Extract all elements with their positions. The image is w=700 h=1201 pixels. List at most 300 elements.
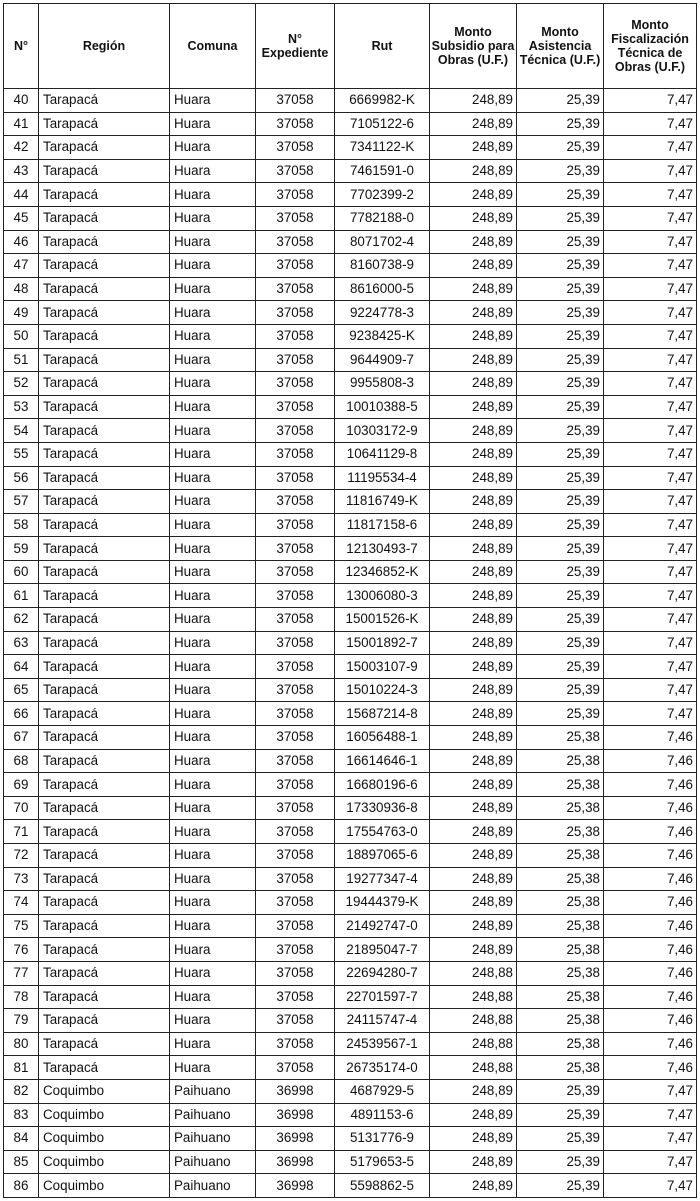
monto-subsidio-cell: 248,89 [430, 230, 517, 254]
row-number: 63 [4, 631, 39, 655]
comuna-cell: Huara [170, 560, 256, 584]
comuna-cell: Huara [170, 702, 256, 726]
rut-cell: 10641129-8 [335, 442, 430, 466]
monto-fiscalizacion-cell: 7,47 [604, 395, 697, 419]
expediente-cell: 37058 [256, 631, 335, 655]
table-row [4, 796, 697, 820]
monto-fiscalizacion-cell: 7,47 [604, 560, 697, 584]
expediente-cell: 37058 [256, 560, 335, 584]
region-cell: Tarapacá [39, 112, 170, 136]
comuna-cell: Huara [170, 678, 256, 702]
comuna-cell: Huara [170, 584, 256, 608]
comuna-cell: Paihuano [170, 1127, 256, 1151]
monto-asistencia-cell: 25,38 [517, 773, 604, 797]
row-number: 41 [4, 112, 39, 136]
rut-cell: 5179653-5 [335, 1150, 430, 1174]
expediente-cell: 37058 [256, 89, 335, 113]
region-cell: Tarapacá [39, 513, 170, 537]
expediente-cell: 36998 [256, 1127, 335, 1151]
monto-subsidio-cell: 248,88 [430, 985, 517, 1009]
comuna-cell: Paihuano [170, 1150, 256, 1174]
rut-cell: 13006080-3 [335, 584, 430, 608]
row-number: 82 [4, 1079, 39, 1103]
comuna-cell: Huara [170, 820, 256, 844]
rut-cell: 9955808-3 [335, 372, 430, 396]
monto-fiscalizacion-cell: 7,47 [604, 206, 697, 230]
monto-asistencia-cell: 25,38 [517, 985, 604, 1009]
region-cell: Tarapacá [39, 820, 170, 844]
monto-asistencia-cell: 25,39 [517, 395, 604, 419]
table-row [4, 608, 697, 632]
row-number: 54 [4, 419, 39, 443]
row-number: 81 [4, 1056, 39, 1080]
rut-cell: 17554763-0 [335, 820, 430, 844]
rut-cell: 11817158-6 [335, 513, 430, 537]
expediente-cell: 36998 [256, 1150, 335, 1174]
monto-subsidio-cell: 248,89 [430, 277, 517, 301]
row-number: 73 [4, 867, 39, 891]
expediente-cell: 37058 [256, 891, 335, 915]
monto-asistencia-cell: 25,39 [517, 1174, 604, 1198]
row-number: 44 [4, 183, 39, 207]
expediente-cell: 37058 [256, 1032, 335, 1056]
row-number: 61 [4, 584, 39, 608]
monto-fiscalizacion-cell: 7,47 [604, 372, 697, 396]
monto-subsidio-cell: 248,89 [430, 89, 517, 113]
beneficiaries-table [3, 3, 697, 1198]
comuna-cell: Huara [170, 749, 256, 773]
monto-fiscalizacion-cell: 7,46 [604, 1032, 697, 1056]
comuna-cell: Huara [170, 985, 256, 1009]
monto-asistencia-cell: 25,39 [517, 1150, 604, 1174]
monto-subsidio-cell: 248,89 [430, 442, 517, 466]
monto-asistencia-cell: 25,39 [517, 442, 604, 466]
region-cell: Tarapacá [39, 301, 170, 325]
comuna-cell: Paihuano [170, 1103, 256, 1127]
comuna-cell: Huara [170, 655, 256, 679]
monto-subsidio-cell: 248,89 [430, 655, 517, 679]
rut-cell: 15010224-3 [335, 678, 430, 702]
monto-asistencia-cell: 25,38 [517, 820, 604, 844]
header-region: Región [39, 4, 170, 89]
monto-fiscalizacion-cell: 7,46 [604, 867, 697, 891]
rut-cell: 21895047-7 [335, 938, 430, 962]
table-row [4, 1056, 697, 1080]
expediente-cell: 37058 [256, 159, 335, 183]
monto-fiscalizacion-cell: 7,47 [604, 301, 697, 325]
region-cell: Tarapacá [39, 749, 170, 773]
monto-subsidio-cell: 248,89 [430, 796, 517, 820]
monto-fiscalizacion-cell: 7,47 [604, 466, 697, 490]
monto-fiscalizacion-cell: 7,47 [604, 513, 697, 537]
monto-subsidio-cell: 248,89 [430, 867, 517, 891]
monto-fiscalizacion-cell: 7,47 [604, 112, 697, 136]
monto-fiscalizacion-cell: 7,47 [604, 1127, 697, 1151]
region-cell: Tarapacá [39, 230, 170, 254]
row-number: 49 [4, 301, 39, 325]
rut-cell: 9644909-7 [335, 348, 430, 372]
region-cell: Tarapacá [39, 1056, 170, 1080]
header-comuna: Comuna [170, 4, 256, 89]
monto-fiscalizacion-cell: 7,47 [604, 1150, 697, 1174]
monto-subsidio-cell: 248,89 [430, 584, 517, 608]
comuna-cell: Huara [170, 608, 256, 632]
expediente-cell: 36998 [256, 1103, 335, 1127]
region-cell: Tarapacá [39, 891, 170, 915]
monto-asistencia-cell: 25,38 [517, 796, 604, 820]
rut-cell: 7461591-0 [335, 159, 430, 183]
table-row [4, 655, 697, 679]
monto-subsidio-cell: 248,89 [430, 1103, 517, 1127]
monto-fiscalizacion-cell: 7,47 [604, 678, 697, 702]
monto-asistencia-cell: 25,39 [517, 136, 604, 160]
monto-fiscalizacion-cell: 7,46 [604, 961, 697, 985]
monto-fiscalizacion-cell: 7,47 [604, 159, 697, 183]
region-cell: Tarapacá [39, 159, 170, 183]
monto-subsidio-cell: 248,89 [430, 206, 517, 230]
rut-cell: 24115747-4 [335, 1009, 430, 1033]
table-header [4, 4, 697, 89]
monto-asistencia-cell: 25,39 [517, 537, 604, 561]
comuna-cell: Huara [170, 867, 256, 891]
region-cell: Tarapacá [39, 938, 170, 962]
table-row [4, 961, 697, 985]
table-row [4, 914, 697, 938]
expediente-cell: 37058 [256, 726, 335, 750]
region-cell: Tarapacá [39, 584, 170, 608]
monto-asistencia-cell: 25,39 [517, 584, 604, 608]
row-number: 51 [4, 348, 39, 372]
monto-asistencia-cell: 25,39 [517, 230, 604, 254]
region-cell: Tarapacá [39, 726, 170, 750]
row-number: 52 [4, 372, 39, 396]
expediente-cell: 37058 [256, 277, 335, 301]
header-expediente: N° Expediente [256, 4, 335, 89]
monto-subsidio-cell: 248,89 [430, 631, 517, 655]
table-row [4, 442, 697, 466]
region-cell: Tarapacá [39, 254, 170, 278]
region-cell: Tarapacá [39, 631, 170, 655]
comuna-cell: Huara [170, 537, 256, 561]
expediente-cell: 37058 [256, 372, 335, 396]
comuna-cell: Huara [170, 726, 256, 750]
rut-cell: 6669982-K [335, 89, 430, 113]
monto-fiscalizacion-cell: 7,47 [604, 1103, 697, 1127]
monto-fiscalizacion-cell: 7,46 [604, 985, 697, 1009]
comuna-cell: Huara [170, 159, 256, 183]
expediente-cell: 37058 [256, 655, 335, 679]
comuna-cell: Huara [170, 891, 256, 915]
expediente-cell: 37058 [256, 348, 335, 372]
monto-asistencia-cell: 25,39 [517, 277, 604, 301]
expediente-cell: 37058 [256, 206, 335, 230]
region-cell: Tarapacá [39, 372, 170, 396]
monto-fiscalizacion-cell: 7,47 [604, 1079, 697, 1103]
table-row [4, 631, 697, 655]
table-body [4, 89, 697, 1198]
expediente-cell: 37058 [256, 796, 335, 820]
region-cell: Tarapacá [39, 206, 170, 230]
monto-asistencia-cell: 25,38 [517, 844, 604, 868]
monto-asistencia-cell: 25,38 [517, 726, 604, 750]
monto-asistencia-cell: 25,39 [517, 206, 604, 230]
expediente-cell: 37058 [256, 867, 335, 891]
table-row [4, 891, 697, 915]
monto-fiscalizacion-cell: 7,46 [604, 749, 697, 773]
monto-fiscalizacion-cell: 7,47 [604, 442, 697, 466]
region-cell: Tarapacá [39, 348, 170, 372]
comuna-cell: Huara [170, 348, 256, 372]
monto-fiscalizacion-cell: 7,46 [604, 820, 697, 844]
comuna-cell: Huara [170, 1056, 256, 1080]
monto-fiscalizacion-cell: 7,47 [604, 324, 697, 348]
row-number: 79 [4, 1009, 39, 1033]
table-row [4, 136, 697, 160]
table-row [4, 1032, 697, 1056]
row-number: 80 [4, 1032, 39, 1056]
monto-fiscalizacion-cell: 7,46 [604, 914, 697, 938]
monto-subsidio-cell: 248,89 [430, 820, 517, 844]
row-number: 62 [4, 608, 39, 632]
rut-cell: 11816749-K [335, 490, 430, 514]
row-number: 70 [4, 796, 39, 820]
table-row [4, 206, 697, 230]
rut-cell: 15001892-7 [335, 631, 430, 655]
region-cell: Tarapacá [39, 1032, 170, 1056]
region-cell: Coquimbo [39, 1079, 170, 1103]
monto-subsidio-cell: 248,89 [430, 136, 517, 160]
region-cell: Tarapacá [39, 914, 170, 938]
table-row [4, 560, 697, 584]
monto-asistencia-cell: 25,38 [517, 749, 604, 773]
region-cell: Tarapacá [39, 867, 170, 891]
monto-subsidio-cell: 248,89 [430, 749, 517, 773]
region-cell: Coquimbo [39, 1174, 170, 1198]
expediente-cell: 37058 [256, 490, 335, 514]
monto-subsidio-cell: 248,88 [430, 1009, 517, 1033]
monto-fiscalizacion-cell: 7,46 [604, 844, 697, 868]
rut-cell: 15687214-8 [335, 702, 430, 726]
monto-asistencia-cell: 25,39 [517, 702, 604, 726]
monto-fiscalizacion-cell: 7,47 [604, 702, 697, 726]
region-cell: Tarapacá [39, 537, 170, 561]
expediente-cell: 37058 [256, 702, 335, 726]
monto-subsidio-cell: 248,89 [430, 183, 517, 207]
monto-fiscalizacion-cell: 7,47 [604, 631, 697, 655]
monto-subsidio-cell: 248,89 [430, 678, 517, 702]
table-row [4, 348, 697, 372]
rut-cell: 10010388-5 [335, 395, 430, 419]
monto-fiscalizacion-cell: 7,47 [604, 608, 697, 632]
table-row [4, 702, 697, 726]
comuna-cell: Huara [170, 89, 256, 113]
rut-cell: 7702399-2 [335, 183, 430, 207]
row-number: 75 [4, 914, 39, 938]
monto-subsidio-cell: 248,89 [430, 938, 517, 962]
row-number: 40 [4, 89, 39, 113]
row-number: 43 [4, 159, 39, 183]
comuna-cell: Huara [170, 961, 256, 985]
monto-asistencia-cell: 25,39 [517, 372, 604, 396]
table-row [4, 938, 697, 962]
expediente-cell: 37058 [256, 820, 335, 844]
monto-asistencia-cell: 25,39 [517, 608, 604, 632]
header-monto-asistencia: Monto Asistencia Técnica (U.F.) [517, 4, 604, 89]
monto-asistencia-cell: 25,38 [517, 914, 604, 938]
row-number: 42 [4, 136, 39, 160]
region-cell: Tarapacá [39, 419, 170, 443]
row-number: 78 [4, 985, 39, 1009]
table-row [4, 466, 697, 490]
monto-fiscalizacion-cell: 7,47 [604, 230, 697, 254]
monto-subsidio-cell: 248,89 [430, 112, 517, 136]
region-cell: Tarapacá [39, 844, 170, 868]
row-number: 50 [4, 324, 39, 348]
monto-fiscalizacion-cell: 7,47 [604, 348, 697, 372]
row-number: 47 [4, 254, 39, 278]
table-row [4, 773, 697, 797]
comuna-cell: Huara [170, 631, 256, 655]
comuna-cell: Huara [170, 1009, 256, 1033]
rut-cell: 4687929-5 [335, 1079, 430, 1103]
monto-subsidio-cell: 248,89 [430, 726, 517, 750]
monto-asistencia-cell: 25,39 [517, 254, 604, 278]
monto-subsidio-cell: 248,89 [430, 490, 517, 514]
expediente-cell: 37058 [256, 584, 335, 608]
row-number: 57 [4, 490, 39, 514]
rut-cell: 15001526-K [335, 608, 430, 632]
monto-subsidio-cell: 248,89 [430, 1150, 517, 1174]
expediente-cell: 37058 [256, 1009, 335, 1033]
expediente-cell: 37058 [256, 537, 335, 561]
region-cell: Coquimbo [39, 1127, 170, 1151]
expediente-cell: 37058 [256, 301, 335, 325]
table-row [4, 820, 697, 844]
monto-subsidio-cell: 248,89 [430, 1174, 517, 1198]
header-monto-fiscalizacion: Monto Fiscalización Técnica de Obras (U.F.) [604, 4, 697, 89]
comuna-cell: Huara [170, 773, 256, 797]
monto-fiscalizacion-cell: 7,46 [604, 1009, 697, 1033]
rut-cell: 5131776-9 [335, 1127, 430, 1151]
monto-subsidio-cell: 248,89 [430, 702, 517, 726]
region-cell: Coquimbo [39, 1103, 170, 1127]
region-cell: Coquimbo [39, 1150, 170, 1174]
region-cell: Tarapacá [39, 961, 170, 985]
row-number: 56 [4, 466, 39, 490]
row-number: 69 [4, 773, 39, 797]
monto-asistencia-cell: 25,39 [517, 348, 604, 372]
monto-fiscalizacion-cell: 7,47 [604, 584, 697, 608]
monto-subsidio-cell: 248,89 [430, 324, 517, 348]
monto-subsidio-cell: 248,89 [430, 254, 517, 278]
region-cell: Tarapacá [39, 702, 170, 726]
monto-asistencia-cell: 25,39 [517, 560, 604, 584]
table-row [4, 183, 697, 207]
table-row [4, 1009, 697, 1033]
rut-cell: 9224778-3 [335, 301, 430, 325]
monto-asistencia-cell: 25,39 [517, 466, 604, 490]
row-number: 59 [4, 537, 39, 561]
monto-fiscalizacion-cell: 7,47 [604, 655, 697, 679]
row-number: 67 [4, 726, 39, 750]
comuna-cell: Huara [170, 301, 256, 325]
row-number: 83 [4, 1103, 39, 1127]
rut-cell: 8071702-4 [335, 230, 430, 254]
monto-subsidio-cell: 248,89 [430, 419, 517, 443]
rut-cell: 16614646-1 [335, 749, 430, 773]
comuna-cell: Paihuano [170, 1079, 256, 1103]
rut-cell: 18897065-6 [335, 844, 430, 868]
monto-fiscalizacion-cell: 7,46 [604, 726, 697, 750]
comuna-cell: Paihuano [170, 1174, 256, 1198]
rut-cell: 26735174-0 [335, 1056, 430, 1080]
monto-asistencia-cell: 25,38 [517, 1032, 604, 1056]
rut-cell: 11195534-4 [335, 466, 430, 490]
row-number: 66 [4, 702, 39, 726]
comuna-cell: Huara [170, 277, 256, 301]
monto-asistencia-cell: 25,39 [517, 678, 604, 702]
expediente-cell: 37058 [256, 254, 335, 278]
rut-cell: 16056488-1 [335, 726, 430, 750]
monto-subsidio-cell: 248,89 [430, 891, 517, 915]
monto-subsidio-cell: 248,89 [430, 159, 517, 183]
monto-subsidio-cell: 248,89 [430, 844, 517, 868]
rut-cell: 22701597-7 [335, 985, 430, 1009]
table-row [4, 844, 697, 868]
expediente-cell: 37058 [256, 230, 335, 254]
row-number: 72 [4, 844, 39, 868]
region-cell: Tarapacá [39, 1009, 170, 1033]
monto-asistencia-cell: 25,39 [517, 1103, 604, 1127]
monto-subsidio-cell: 248,89 [430, 372, 517, 396]
monto-fiscalizacion-cell: 7,46 [604, 891, 697, 915]
monto-subsidio-cell: 248,89 [430, 773, 517, 797]
monto-asistencia-cell: 25,39 [517, 1127, 604, 1151]
expediente-cell: 37058 [256, 442, 335, 466]
rut-cell: 12346852-K [335, 560, 430, 584]
table-row [4, 490, 697, 514]
monto-asistencia-cell: 25,39 [517, 419, 604, 443]
comuna-cell: Huara [170, 230, 256, 254]
table-row [4, 726, 697, 750]
region-cell: Tarapacá [39, 985, 170, 1009]
row-number: 68 [4, 749, 39, 773]
monto-fiscalizacion-cell: 7,46 [604, 938, 697, 962]
monto-subsidio-cell: 248,89 [430, 348, 517, 372]
rut-cell: 19444379-K [335, 891, 430, 915]
comuna-cell: Huara [170, 254, 256, 278]
comuna-cell: Huara [170, 372, 256, 396]
expediente-cell: 37058 [256, 844, 335, 868]
table-row [4, 584, 697, 608]
row-number: 53 [4, 395, 39, 419]
table-row [4, 749, 697, 773]
comuna-cell: Huara [170, 466, 256, 490]
monto-asistencia-cell: 25,39 [517, 490, 604, 514]
comuna-cell: Huara [170, 395, 256, 419]
row-number: 60 [4, 560, 39, 584]
monto-asistencia-cell: 25,39 [517, 112, 604, 136]
comuna-cell: Huara [170, 112, 256, 136]
region-cell: Tarapacá [39, 560, 170, 584]
expediente-cell: 37058 [256, 112, 335, 136]
region-cell: Tarapacá [39, 89, 170, 113]
monto-asistencia-cell: 25,38 [517, 1056, 604, 1080]
monto-subsidio-cell: 248,89 [430, 1079, 517, 1103]
expediente-cell: 37058 [256, 773, 335, 797]
region-cell: Tarapacá [39, 796, 170, 820]
monto-subsidio-cell: 248,89 [430, 608, 517, 632]
